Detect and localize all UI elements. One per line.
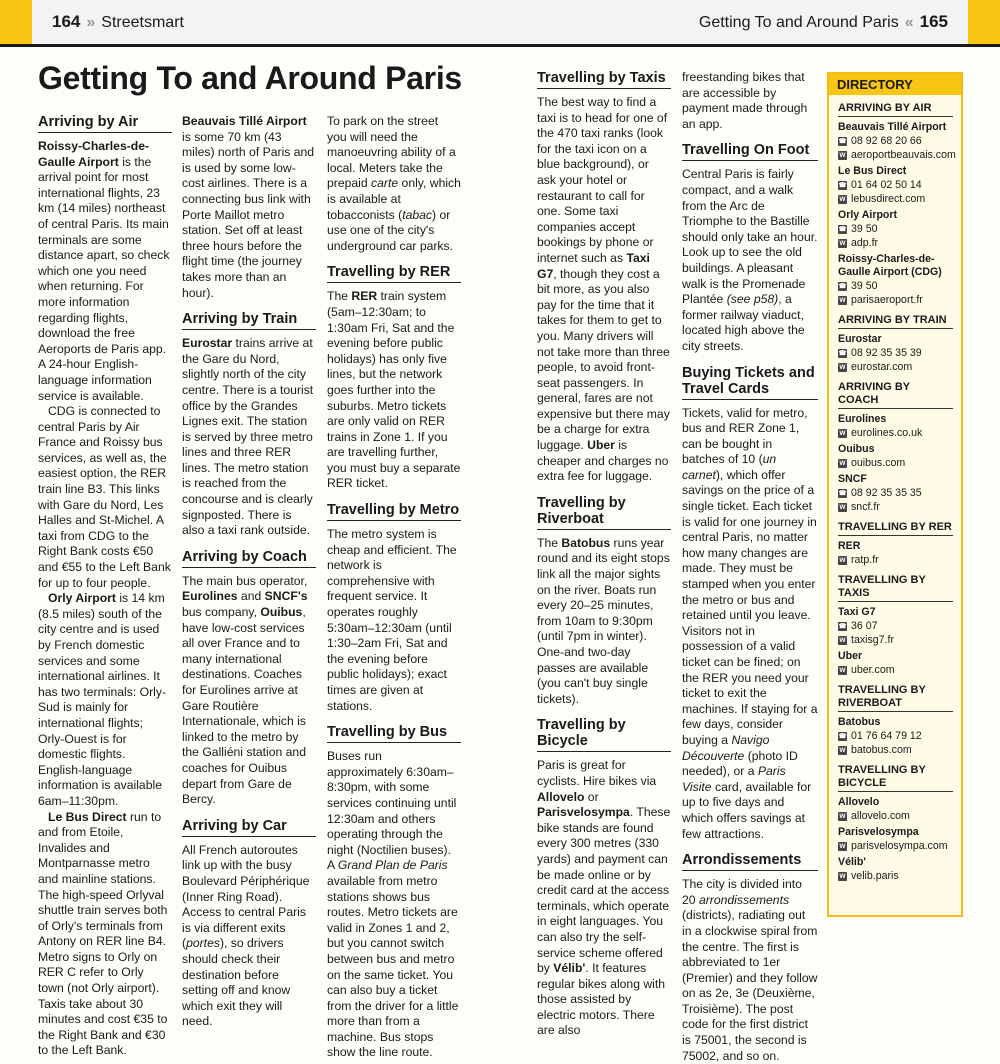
column-3 xyxy=(327,114,461,1061)
directory-entry-name: Allovelo xyxy=(838,796,880,808)
paragraph: Buses run approximately 6:30am–8:30pm, with some services continuing until 12:30am and others operating through the night (Noctilien buses). A Grand Plan de Paris available from metro stations shows bus routes. Metro tickets are valid in Zones 1 and 2, but you cannot switch between bus and metro on the same ticket. You can also buy a ticket from the driver for a little more than from a machine. Bus stops show the line route. xyxy=(327,749,459,1060)
directory-category: TRAVELLING BY RER xyxy=(838,521,953,536)
phone-icon: ☎ xyxy=(838,226,847,233)
directory-website xyxy=(838,501,953,514)
directory-entry-name: Le Bus Direct xyxy=(838,165,907,177)
directory-category: TRAVELLING BY BICYCLE xyxy=(838,764,953,792)
right-page-number: 165 xyxy=(919,12,948,31)
paragraph: The best way to find a taxi is to head for one of the 470 taxi ranks (look for the taxi icon on a blue background), or ask your hotel or restaurant to call for one. Some taxi companies accept bookings by phone or internet such as Taxi G7, though they cost a bit more, as you also pay for the time that it takes for them to get to you. Many drivers will not take more than three people, to avoid front-seat passengers. In general, fares are not expensive but there may be a charge for extra luggage. Uber is cheaper and charges no extra fee for luggage. xyxy=(537,95,670,484)
web-icon: W xyxy=(839,557,846,564)
directory-phone xyxy=(838,487,953,500)
web-icon: W xyxy=(839,873,846,880)
directory-phone xyxy=(838,730,953,743)
directory-entry-name: Eurolines xyxy=(838,413,887,425)
paragraph: Paris is great for cyclists. Hire bikes via Allovelo or Parisvelosympa. These bike stands are found every 300 metres (330 yards) and payment can be made online or by credit card at the access terminals, which operate in eight languages. You can also try the self-service scheme offered by Vélib'. It features regular bikes along with those assisted by electric motors. There are also xyxy=(537,758,671,1038)
directory-website xyxy=(838,870,953,883)
web-icon: W xyxy=(839,240,846,247)
directory-category: ARRIVING BY TRAIN xyxy=(838,314,953,329)
website-link[interactable]: eurolines.co.uk xyxy=(851,427,923,439)
directory-website xyxy=(838,427,953,440)
directory-entry-name: RER xyxy=(838,540,861,552)
directory-website xyxy=(838,294,953,307)
column-2 xyxy=(182,114,316,1030)
right-tab-marker xyxy=(968,0,1000,44)
phone-icon: ☎ xyxy=(838,350,847,357)
column-5 xyxy=(682,70,818,1064)
phone-number: 01 76 64 79 12 xyxy=(851,730,922,742)
paragraph: The main bus operator, Eurolines and SNCF's bus company, Ouibus, have low-cost services all over France and to many international destinations. Coaches for Eurolines arrive at Gare Routière Internationale, which is linked to the metro by the Galliéni station and coaches for Ouibus depart from Gare de Bercy. xyxy=(182,573,308,807)
web-icon: W xyxy=(839,637,846,644)
directory-website xyxy=(838,664,953,677)
heading-travelling-by-riverboat: Travelling by Riverboat xyxy=(537,495,671,530)
website-link[interactable]: parisaeroport.fr xyxy=(851,294,923,306)
directory-phone xyxy=(838,620,953,633)
heading-travelling-by-taxis: Travelling by Taxis xyxy=(537,70,671,89)
directory-entry-name: Roissy-Charles-de-Gaulle Airport (CDG) xyxy=(838,253,942,278)
website-link[interactable]: velib.paris xyxy=(851,870,899,882)
phone-icon: ☎ xyxy=(838,182,847,189)
paragraph: Orly Airport is 14 km (8.5 miles) south of the city centre and is used by French domestic services and some international airlines. It has two terminals: Orly-Sud is mainly for international flights; Orly-Ouest is for domestic flights. English-language information is available 6am–11:30pm. xyxy=(38,591,166,808)
directory-entry-name: Orly Airport xyxy=(838,209,898,221)
page-title: Getting To and Around Paris xyxy=(38,60,462,96)
directory-website xyxy=(838,554,953,567)
website-link[interactable]: allovelo.com xyxy=(851,810,910,822)
paragraph: Le Bus Direct run to and from Etoile, Invalides and Montparnasse metro and mainline stations. The high-speed Orlyval shuttle train serves both of Orly's terminals from Antony on RER line B4. Metro signs to Orly on RER C refer to Orly town (not Orly airport). Taxis take about 30 minutes and cost €35 to the Right Bank and €30 to the Left Bank. xyxy=(38,809,168,1058)
paragraph: Eurostar trains arrive at the Gare du Nord, slightly north of the city centre. There is a tourist office by the Grandes Lignes exit. The station is served by three metro lines and three RER lines. The metro station is reached from the concourse and is clearly signposted. There is also a taxi rank outside. xyxy=(182,336,314,538)
directory-entry-name: SNCF xyxy=(838,473,867,485)
paragraph: To park on the street you will need the manoeuvring ability of a local. Meters take the prepaid carte only, which is available at tobacconists (tabac) or use one of the city's underground car parks. xyxy=(327,114,461,253)
directory-entry-name: Ouibus xyxy=(838,443,875,455)
directory-entry-name: Parisvelosympa xyxy=(838,826,919,838)
heading-travelling-by-rer: Travelling by RER xyxy=(327,264,461,283)
directory-category: ARRIVING BY AIR xyxy=(838,102,953,117)
web-icon: W xyxy=(839,813,846,820)
heading-buying-tickets: Buying Tickets and Travel Cards xyxy=(682,365,818,400)
page-header xyxy=(0,0,1000,47)
website-link[interactable]: eurostar.com xyxy=(851,361,913,373)
website-link[interactable]: batobus.com xyxy=(851,744,912,756)
directory-phone xyxy=(838,347,953,360)
phone-icon: ☎ xyxy=(838,733,847,740)
directory-website xyxy=(838,149,956,162)
phone-number: 36 07 xyxy=(851,620,878,632)
directory-phone xyxy=(838,223,953,236)
website-link[interactable]: parisvelosympa.com xyxy=(851,840,948,852)
directory-website xyxy=(838,193,953,206)
column-4 xyxy=(537,70,671,1039)
heading-arriving-by-car: Arriving by Car xyxy=(182,818,316,837)
paragraph: Beauvais Tillé Airport is some 70 km (43 miles) north of Paris and is used by some low-cost airlines. There is a connecting bus link with Porte Maillot metro station. Set off at least three hours before the flight time (the journey takes more than an hour). xyxy=(182,114,315,300)
paragraph: All French autoroutes link up with the busy Boulevard Périphérique (Inner Ring Road). Access to central Paris is via different exits (portes), so drivers should check their destination before setting off and know which exit they will need. xyxy=(182,842,310,1029)
directory-website xyxy=(838,457,953,470)
website-link[interactable]: ratp.fr xyxy=(851,554,879,566)
directory-title: DIRECTORY xyxy=(829,74,961,95)
heading-travelling-by-bus: Travelling by Bus xyxy=(327,724,461,743)
directory-entry-name: Eurostar xyxy=(838,333,882,345)
directory-category: TRAVELLING BY RIVERBOAT xyxy=(838,684,953,712)
directory-category: ARRIVING BY COACH xyxy=(838,381,953,409)
heading-arrondissements: Arrondissements xyxy=(682,852,818,871)
web-icon: W xyxy=(839,843,846,850)
phone-number: 08 92 35 35 35 xyxy=(851,487,922,499)
directory-website xyxy=(838,237,953,250)
heading-arriving-by-air: Arriving by Air xyxy=(38,114,172,133)
directory-list xyxy=(829,95,961,883)
paragraph: freestanding bikes that are accessible by payment made through an app. xyxy=(682,70,808,131)
web-icon: W xyxy=(839,297,846,304)
heading-travelling-on-foot: Travelling On Foot xyxy=(682,142,818,161)
paragraph: The city is divided into 20 arrondissements (districts), radiating out in a clockwise spiral from the centre. The first is abbreviated to 1er (Premier) and they follow on as 2e, 3e (Deuxième, Troisième). The post code for the first district is 75001, the second is 75002, and so on. xyxy=(682,877,818,1063)
directory-phone xyxy=(838,280,953,293)
directory-website xyxy=(838,361,953,374)
website-link[interactable]: sncf.fr xyxy=(851,501,880,513)
left-tab-marker xyxy=(0,0,32,44)
directory-box xyxy=(827,72,963,917)
phone-icon: ☎ xyxy=(838,283,847,290)
directory-entry-name: Uber xyxy=(838,650,863,662)
website-link[interactable]: taxisg7.fr xyxy=(851,634,894,646)
paragraph: Roissy-Charles-de-Gaulle Airport is the arrival point for most international flights, 23 km (14 miles) northeast of central Paris. Its main terminals are some distance apart, so check which one you need when returning. For more information regarding flights, download the free Aeroports de Paris app. A 24-hour English-language information service is available. xyxy=(38,139,170,403)
phone-icon: ☎ xyxy=(838,138,847,145)
web-icon: W xyxy=(839,460,846,467)
directory-entry-name: Beauvais Tillé Airport xyxy=(838,121,947,133)
left-page-number: 164 xyxy=(52,12,81,31)
directory-website xyxy=(838,744,953,757)
phone-number: 08 92 68 20 66 xyxy=(851,135,922,147)
directory-website xyxy=(838,840,953,853)
web-icon: W xyxy=(839,504,846,511)
phone-icon: ☎ xyxy=(838,490,847,497)
web-icon: W xyxy=(839,430,846,437)
phone-number: 08 92 35 35 39 xyxy=(851,347,922,359)
web-icon: W xyxy=(839,667,846,674)
right-running-head xyxy=(699,12,948,32)
paragraph: The RER train system (5am–12:30am; to 1:30am Fri, Sat and the evening before public holidays) has only five lines, but the network goes further into the suburbs. Metro tickets are only valid on RER trains in Zone 1. If you are travelling further, you must buy a separate RER ticket. xyxy=(327,289,461,491)
paragraph: The metro system is cheap and efficient. The network is comprehensive with frequent service. It operates roughly 5:30am–12:30am (until 1:30–2am Fri, Sat and the evening before public holidays); exact times are given at stations. xyxy=(327,527,457,713)
website-link[interactable]: lebusdirect.com xyxy=(851,193,926,205)
directory-entry-name: Taxi G7 xyxy=(838,606,876,618)
phone-number: 01 64 02 50 14 xyxy=(851,179,922,191)
paragraph: CDG is connected to central Paris by Air France and Roissy bus services, as well as, the easiest option, the RER train line B3. This links with Gare du Nord, Les Halles and St-Michel. A taxi from CDG to the Right Bank costs €50 and €55 to the Left Bank for up to four people. xyxy=(38,404,171,590)
directory-phone xyxy=(838,135,953,148)
double-chevron-left-icon: « xyxy=(904,14,914,31)
phone-number: 39 50 xyxy=(851,223,878,235)
directory-website xyxy=(838,634,953,647)
paragraph: The Batobus runs year round and its eight stops link all the major sights on the river. Boats run every 20–25 minutes, from 10am to 9:30pm (until 7pm in winter). One-and two-day passes are available (you can't buy single tickets). xyxy=(537,535,670,706)
paragraph: Central Paris is fairly compact, and a walk from the Arc de Triomphe to the Bastille should only take an hour. Look up to see the old buildings. A pleasant walk is the Promenade Plantée (see p58), a former railway viaduct, located high above the city streets. xyxy=(682,167,818,353)
directory-website xyxy=(838,810,953,823)
right-section-name: Getting To and Around Paris xyxy=(698,14,899,31)
web-icon: W xyxy=(839,747,846,754)
website-link[interactable]: uber.com xyxy=(851,664,895,676)
left-running-head xyxy=(52,12,184,32)
double-chevron-right-icon: » xyxy=(86,14,96,31)
directory-phone xyxy=(838,179,953,192)
column-1 xyxy=(38,114,172,1059)
paragraph: Tickets, valid for metro, bus and RER Zone 1, can be bought in batches of 10 (un carnet), which offer savings on the price of a single ticket. Each ticket is valid for one journey in central Paris, no matter how many changes are made. They must be stamped when you enter the metro or bus and retained until you leave. Visitors not in possession of a valid ticket can be fined; on the RER you need your ticket to exit the machines. If staying for a few days, consider buying a Navigo Découverte (photo ID needed), or a Paris Visite card, available for up to five days and which offers savings at few attractions. xyxy=(682,405,818,841)
web-icon: W xyxy=(839,364,846,371)
heading-travelling-by-metro: Travelling by Metro xyxy=(327,502,461,521)
website-link[interactable]: aeroportbeauvais.com xyxy=(851,149,956,161)
heading-arriving-by-train: Arriving by Train xyxy=(182,311,316,330)
directory-entry-name: Vélib' xyxy=(838,856,866,868)
directory-entry-name: Batobus xyxy=(838,716,881,728)
heading-travelling-by-bicycle: Travelling by Bicycle xyxy=(537,717,671,752)
directory-category: TRAVELLING BY TAXIS xyxy=(838,574,953,602)
heading-arriving-by-coach: Arriving by Coach xyxy=(182,549,316,568)
website-link[interactable]: ouibus.com xyxy=(851,457,906,469)
web-icon: W xyxy=(839,196,846,203)
website-link[interactable]: adp.fr xyxy=(851,237,879,249)
left-section-name: Streetsmart xyxy=(101,14,184,31)
phone-number: 39 50 xyxy=(851,280,878,292)
web-icon: W xyxy=(839,152,846,159)
phone-icon: ☎ xyxy=(838,623,847,630)
